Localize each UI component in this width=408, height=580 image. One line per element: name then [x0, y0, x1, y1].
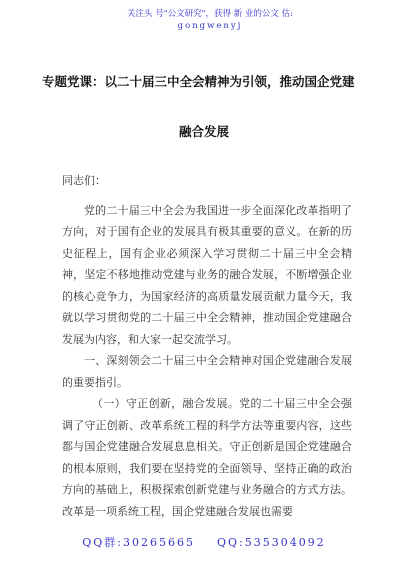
footer-qq-number: QQ:535304092: [217, 536, 326, 549]
header-promo-text: 关注头 号"公文研究"，获得 新 业的公文 估:: [127, 9, 293, 19]
header-account-id: gongwenyj: [177, 21, 243, 31]
paragraph-intro: 党的二十届三中全会为我国进一步全面深化改革指明了方向，对于国有企业的发展具有极其重要的意义。在新的历史征程上，国有企业必须深入学习贯彻二十届三中全会精神，坚定不移地推动党建与业务的融合发展，不断增强企业的核心竞争力，为国家经济的高质量发展贡献力量今天，我就以学习贯彻党的二十届三中全会精神，推动国企党建融合发展为内容，和大家一起交流学习。: [62, 203, 352, 346]
page-header: [60, 8, 360, 32]
greeting: 同志们：: [62, 174, 106, 187]
document-title-continuation: 融合发展: [178, 124, 229, 139]
paragraph-subsection-1: （一）守正创新，融合发展。党的二十届三中全会强调了守正创新、改革系统工程的科学方法等重要内容，这些都与国企党建融合发展息息相关。守正创新是国企党建融合的根本原则，我们要在坚持党的全面领导、坚持正确的政治方向的基础上，积极探索创新党建与业务融合的方式方法。改革是一项系统工程，国企党建融合发展也需要: [62, 397, 352, 518]
page-footer: [0, 534, 408, 550]
document-body: [62, 170, 352, 522]
section-heading-1: 一、深刻领会二十届三中全会精神对国企党建融合发展的重要指引。: [62, 354, 352, 389]
document-title: 专题党课：以二十届三中全会精神为引领，推动国企党建: [42, 74, 355, 89]
footer-qq-group: QQ群:30265665: [82, 536, 195, 549]
